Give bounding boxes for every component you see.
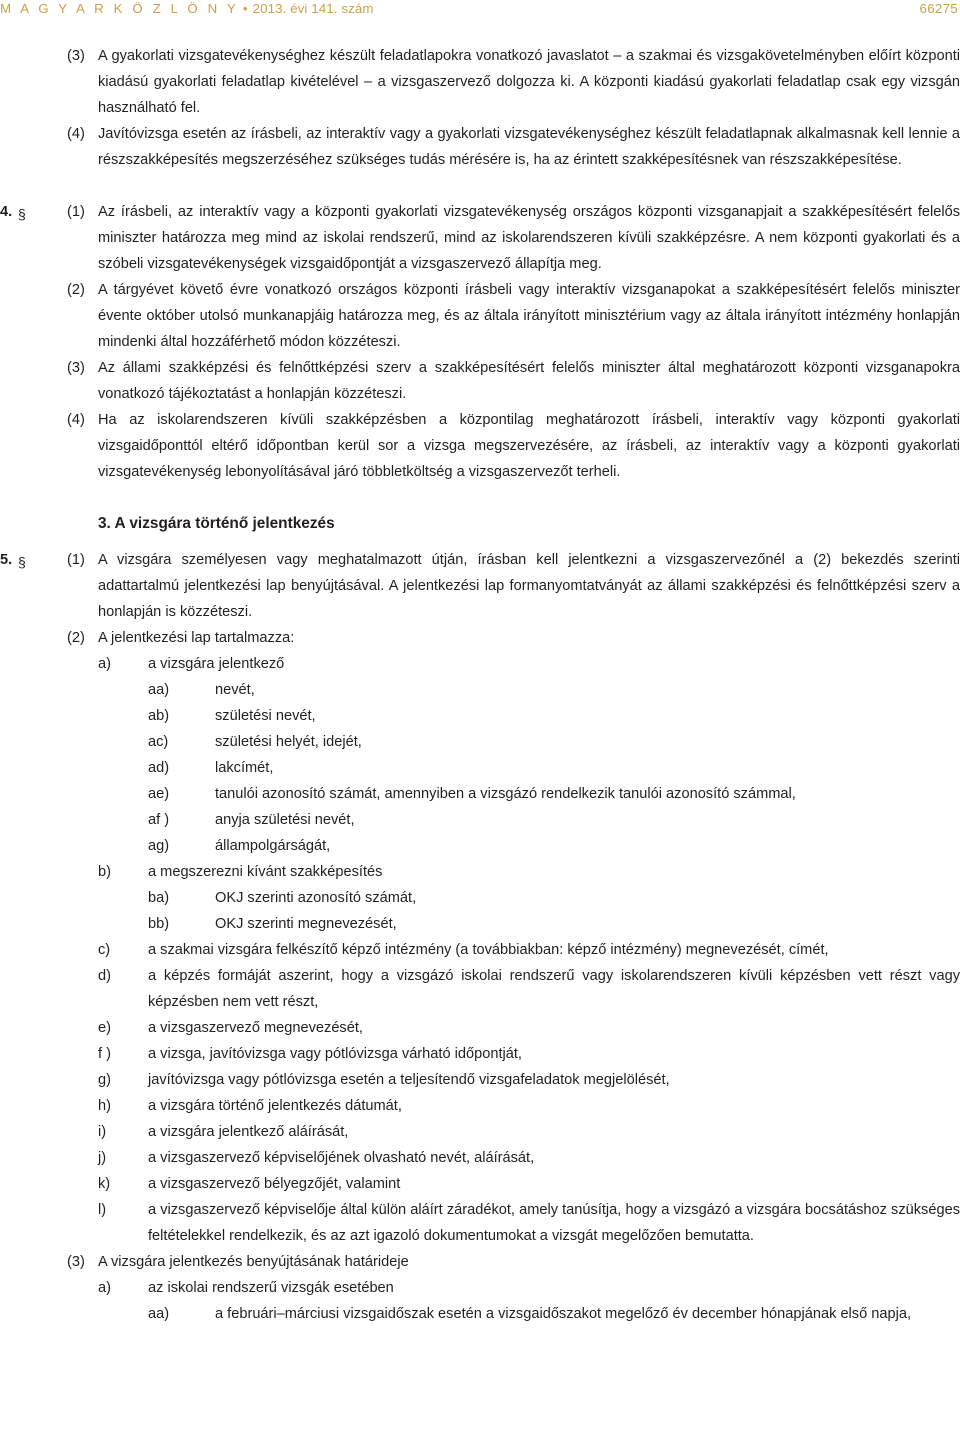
section-4: [0, 199, 960, 485]
item-label: d): [98, 968, 111, 984]
subitem-label: ba): [148, 890, 170, 906]
paragraph-text: A jelentkezési lap tartalmazza:: [98, 630, 295, 646]
item-text: a vizsga, javítóvizsga vagy pótlóvizsga várható időpontját,: [148, 1046, 522, 1062]
paragraph-label: (1): [67, 552, 85, 568]
item-text: a vizsgaszervező képviselőjének olvasható nevét, aláírását,: [148, 1150, 535, 1166]
paragraph-5-3: [0, 1249, 960, 1275]
chapter-heading: 3. A vizsgára történő jelentkezés: [98, 515, 335, 532]
subitem-label: aa): [148, 1306, 170, 1322]
item-text: a vizsgára jelentkező aláírását,: [148, 1124, 349, 1140]
list-subitem-ad: [0, 755, 960, 781]
list-item-l: [0, 1197, 960, 1249]
item-label: b): [98, 864, 111, 880]
item-label: j): [98, 1150, 107, 1166]
list-item-k: [0, 1171, 960, 1197]
paragraph-text: A vizsgára jelentkezés benyújtásának határideje: [98, 1254, 409, 1270]
list-item-e: [0, 1015, 960, 1041]
list-item-3a: [0, 1275, 960, 1301]
paragraph-5-2: [0, 625, 960, 651]
paragraph-text: A tárgyévet követő évre vonatkozó országos központi írásbeli vagy interaktív vizsganapokat a szakképesítésért felelős miniszter évente október utolsó munkanapjáig határozza meg, és az általa irányított minisztérium vagy az általa irányított intézmény honlapján mindenki által hozzáférhető módon közzéteszi.: [98, 282, 960, 350]
list-item-d: [0, 963, 960, 1015]
list-item-a: [0, 651, 960, 677]
subitem-label: ab): [148, 708, 170, 724]
item-text: a vizsgaszervező megnevezését,: [148, 1020, 363, 1036]
item-text: a vizsgaszervező bélyegzőjét, valamint: [148, 1176, 401, 1192]
paragraph-label: (4): [67, 412, 85, 428]
subitem-text: OKJ szerinti megnevezését,: [215, 916, 397, 932]
section-number: 5.: [0, 552, 13, 568]
list-subitem-3aa: [0, 1301, 960, 1327]
item-label: a): [98, 656, 111, 672]
subitem-label: af ): [148, 812, 170, 828]
section-sign: §: [18, 554, 26, 570]
subitem-label: bb): [148, 916, 170, 932]
item-label: a): [98, 1280, 111, 1296]
subitem-text: OKJ szerinti azonosító számát,: [215, 890, 417, 906]
paragraph-5-1: [0, 547, 960, 625]
list-subitem-ab: [0, 703, 960, 729]
running-header: [0, 0, 960, 18]
subitem-text: anyja születési nevét,: [215, 812, 355, 828]
journal-name: M A G Y A R K Ö Z L Ö N Y: [0, 1, 239, 16]
list-subitem-ac: [0, 729, 960, 755]
subitem-text: lakcímét,: [215, 760, 274, 776]
item-label: l): [98, 1202, 107, 1218]
paragraph-label: (3): [67, 48, 85, 64]
item-text: javítóvizsga vagy pótlóvizsga esetén a teljesítendő vizsgafeladatok megjelölését,: [148, 1072, 670, 1088]
paragraph-label: (4): [67, 126, 85, 142]
paragraph-text: Az állami szakképzési és felnőttképzési szerv a szakképesítésért felelős miniszter által meghatározott központi vizsganapokra vonatkozó tájékoztatást a honlapján közzéteszi.: [98, 360, 960, 402]
item-label: e): [98, 1020, 111, 1036]
journal-title: [0, 0, 374, 18]
subitem-label: ae): [148, 786, 170, 802]
item-text: a vizsgára történő jelentkezés dátumát,: [148, 1098, 402, 1114]
paragraph-label: (2): [67, 630, 85, 646]
list-subitem-ag: [0, 833, 960, 859]
document-body: [0, 43, 960, 1327]
item-text: a vizsgaszervező képviselője által külön aláírt záradékot, amely tanúsítja, hogy a vizsgázó a vizsgára bocsátáshoz szükséges feltételekkel rendelkezik, és az azt igazoló dokumentumokat a vizsgát megelőzően bemutatta.: [148, 1202, 960, 1244]
item-text: az iskolai rendszerű vizsgák esetében: [148, 1280, 394, 1296]
paragraph-label: (3): [67, 360, 85, 376]
list-subitem-af: [0, 807, 960, 833]
list-subitem-aa: [0, 677, 960, 703]
list-item-f: [0, 1041, 960, 1067]
subitem-text: a februári–márciusi vizsgaidőszak esetén a vizsgaidőszakot megelőző év december hónapjának első napja,: [215, 1306, 912, 1322]
list-item-h: [0, 1093, 960, 1119]
item-label: c): [98, 942, 111, 958]
list-subitem-bb: [0, 911, 960, 937]
paragraph-4-1: [0, 199, 960, 277]
item-label: g): [98, 1072, 111, 1088]
section-number: 4.: [0, 204, 13, 220]
item-label: k): [98, 1176, 111, 1192]
paragraph-text: Ha az iskolarendszeren kívüli szakképzésben a központilag meghatározott írásbeli, interaktív vagy központi gyakorlati vizsgaidőponttól eltérő időpontban kerül sor a vizsga megszervezésére, az írásbeli, az interaktív vagy a központi gyakorlati vizsgatevékenység lebonyolításával járó többletköltség a vizsgaszervezőt terheli.: [98, 412, 960, 480]
paragraph-label: (3): [67, 1254, 85, 1270]
subitem-label: ag): [148, 838, 170, 854]
paragraph-4-2: [0, 277, 960, 355]
paragraph-text: Az írásbeli, az interaktív vagy a központi gyakorlati vizsgatevékenység országos központi vizsganapjait a szakképesítésért felelős miniszter határozza meg mind az iskolai rendszerű, mind az iskolarendszeren kívüli szakképzésre. A nem központi gyakorlati és a szóbeli vizsgatevékenységek vizsgaidőpontját a vizsgaszervező állapítja meg.: [98, 204, 960, 272]
paragraph-3-3: [0, 43, 960, 121]
paragraph-text: Javítóvizsga esetén az írásbeli, az interaktív vagy a gyakorlati vizsgatevékenységhez készült feladatlapnak alkalmasnak kell lennie a részszakképesítés megszerzéséhez szükséges tudás mérésére is, ha az érintett szakképesítésnek van részszakképesítése.: [98, 126, 960, 168]
list-item-c: [0, 937, 960, 963]
subitem-text: születési helyét, idejét,: [215, 734, 362, 750]
list-item-j: [0, 1145, 960, 1171]
paragraph-label: (1): [67, 204, 85, 220]
item-text: a megszerezni kívánt szakképesítés: [148, 864, 383, 880]
subitem-label: ad): [148, 760, 170, 776]
subitem-text: születési nevét,: [215, 708, 316, 724]
header-bullet: •: [242, 1, 248, 16]
paragraph-4-4: [0, 407, 960, 485]
paragraph-label: (2): [67, 282, 85, 298]
subitem-text: tanulói azonosító számát, amennyiben a vizsgázó rendelkezik tanulói azonosító számmal,: [215, 786, 796, 802]
subitem-text: állampolgárságát,: [215, 838, 331, 854]
list-item-i: [0, 1119, 960, 1145]
paragraph-text: A vizsgára személyesen vagy meghatalmazott útján, írásban kell jelentkezni a vizsgaszervezőnél a (2) bekezdés szerinti adattartalmú jelentkezési lap benyújtásával. A jelentkezési lap formanyomtatványát az állami szakképzési és felnőttképzési szerv a honlapján is közzéteszi.: [98, 552, 960, 620]
list-subitem-ba: [0, 885, 960, 911]
item-text: a vizsgára jelentkező: [148, 656, 285, 672]
item-label: h): [98, 1098, 111, 1114]
paragraph-4-3: [0, 355, 960, 407]
item-label: f ): [98, 1046, 111, 1062]
paragraph-3-4: [0, 121, 960, 173]
list-item-g: [0, 1067, 960, 1093]
section-5: [0, 547, 960, 1327]
item-text: a képzés formáját aszerint, hogy a vizsgázó iskolai rendszerű vagy iskolarendszeren kívüli képzésben vett részt vagy képzésben nem vett részt,: [148, 968, 960, 1010]
item-text: a szakmai vizsgára felkészítő képző intézmény (a továbbiakban: képző intézmény) megnevezését, címét,: [148, 942, 829, 958]
list-subitem-ae: [0, 781, 960, 807]
paragraph-text: A gyakorlati vizsgatevékenységhez készült feladatlapokra vonatkozó javaslatot – a szakmai és vizsgakövetelményben előírt központi kiadású gyakorlati feladatlap kivételével – a vizsgaszervező dolgozza ki. A központi kiadású gyakorlati feladatlap csak egy vizsgán használható fel.: [98, 48, 960, 116]
item-label: i): [98, 1124, 107, 1140]
subitem-text: nevét,: [215, 682, 255, 698]
page-number: 66275: [919, 1, 958, 16]
list-item-b: [0, 859, 960, 885]
issue-label: 2013. évi 141. szám: [252, 1, 374, 16]
subitem-label: ac): [148, 734, 169, 750]
subitem-label: aa): [148, 682, 170, 698]
section-sign: §: [18, 206, 26, 222]
